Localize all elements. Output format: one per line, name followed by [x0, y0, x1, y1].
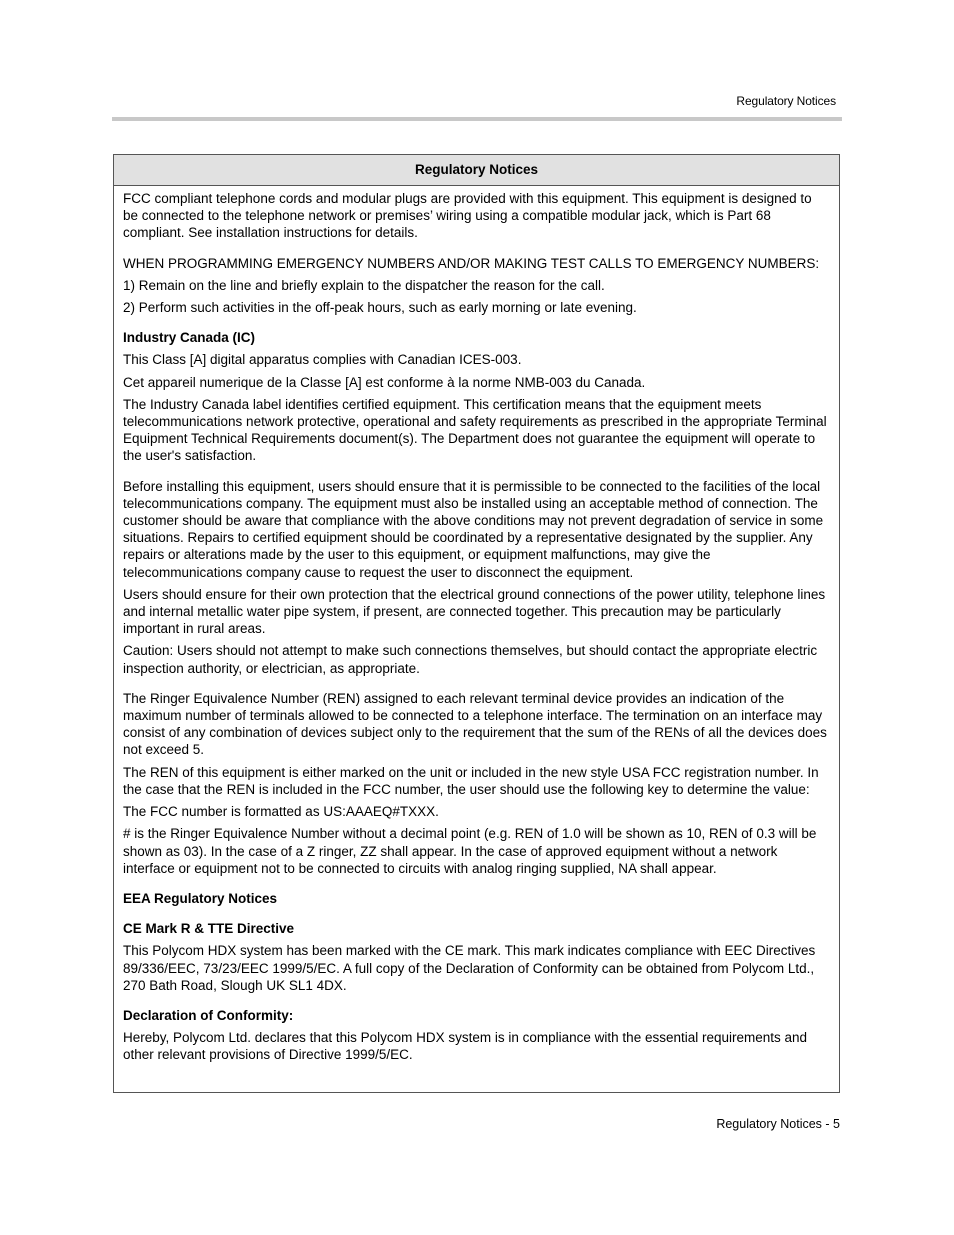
box-body	[114, 186, 839, 1064]
ground-connections-paragraph: Users should ensure for their own protection that the electrical ground connections of the power utility, telephone lines and internal metallic water pipe system, if present, are connected together. This precaution may be particularly important in rural areas.	[123, 586, 826, 637]
industry-canada-heading: Industry Canada (IC)	[123, 330, 256, 346]
ce-mark-heading: CE Mark R & TTE Directive	[123, 921, 295, 937]
caution-paragraph: Caution: Users should not attempt to make such connections themselves, but should contact the appropriate electric inspection authority, or electrician, as appropriate.	[123, 643, 818, 676]
declaration-heading: Declaration of Conformity:	[123, 1007, 294, 1023]
emergency-step-2: 2) Perform such activities in the off-peak hours, such as early morning or late evening.	[123, 300, 637, 316]
declaration-paragraph: Hereby, Polycom Ltd. declares that this Polycom HDX system is in compliance with the essential requirements and other relevant provisions of Directive 1999/5/EC.	[123, 1030, 808, 1063]
regulatory-notices-box	[113, 154, 840, 1093]
ices-paragraph: This Class [A] digital apparatus complies with Canadian ICES-003.	[123, 352, 522, 368]
ce-mark-paragraph: This Polycom HDX system has been marked with the CE mark. This mark indicates compliance with EEC Directives 89/336/EEC, 73/23/EEC 1999/5/EC. A full copy of the Declaration of Conformity can be obtained from Polycom Ltd., 270 Bath Road, Slough UK SL1 4DX.	[123, 943, 816, 993]
fcc-cords-paragraph: FCC compliant telephone cords and modular plugs are provided with this equipment. This equipment is designed to be connected to the telephone network or premises’ wiring using a compatible modular jack, which is Part 68 compliant. See installation instructions for details.	[123, 191, 812, 241]
nmb-paragraph: Cet appareil numerique de la Classe [A] est conforme à la norme NMB-003 du Canada.	[123, 374, 646, 390]
header-rule	[112, 117, 842, 121]
ren-marking-paragraph: The REN of this equipment is either marked on the unit or included in the new style USA FCC registration number. In the case that the REN is included in the FCC number, the user should use the following key to determine the value:	[123, 764, 819, 797]
emergency-step-1: 1) Remain on the line and briefly explain to the dispatcher the reason for the call.	[123, 277, 605, 293]
page-footer: Regulatory Notices - 5	[716, 1117, 840, 1131]
running-header: Regulatory Notices	[736, 94, 836, 108]
installation-paragraph: Before installing this equipment, users should ensure that it is permissible to be connected to the facilities of the local telecommunications company. The equipment must also be installed using an acceptable method of connection. The customer should be aware that compliance with the above conditions may not prevent degradation of service in some situations. Repairs to certified equipment should be coordinated by a representative designated by the supplier. Any repairs or alterations made by the user to this equipment, or equipment malfunctions, may give the telecommunications company cause to request the user to disconnect the equipment.	[123, 478, 824, 580]
box-title: Regulatory Notices	[114, 155, 839, 186]
ren-paragraph: The Ringer Equivalence Number (REN) assigned to each relevant terminal device provides an indication of the maximum number of terminals allowed to be connected to a telephone interface. The termination on an interface may consist of any combination of devices subject only to the requirement that the sum of the RENs of all the devices does not exceed 5.	[123, 690, 827, 758]
ic-label-paragraph: The Industry Canada label identifies certified equipment. This certification means that the equipment meets telecommunications network protective, operational and safety requirements as prescribed in the appropriate Terminal Equipment Technical Requirements document(s). The Department does not guarantee the equipment will operate to the user's satisfaction.	[123, 396, 827, 464]
ren-key-paragraph: # is the Ringer Equivalence Number without a decimal point (e.g. REN of 1.0 will be shown as 10, REN of 0.3 will be shown as 03). In the case of a Z ringer, ZZ shall appear. In the case of approved equipment without a network interface or equipment not to be connected to circuits with analog ringing supplied, NA shall appear.	[123, 826, 817, 876]
eea-heading: EEA Regulatory Notices	[123, 890, 278, 906]
emergency-heading-paragraph: WHEN PROGRAMMING EMERGENCY NUMBERS AND/OR MAKING TEST CALLS TO EMERGENCY NUMBERS:	[123, 255, 820, 271]
fcc-number-format-paragraph: The FCC number is formatted as US:AAAEQ#TXXX.	[123, 804, 439, 820]
